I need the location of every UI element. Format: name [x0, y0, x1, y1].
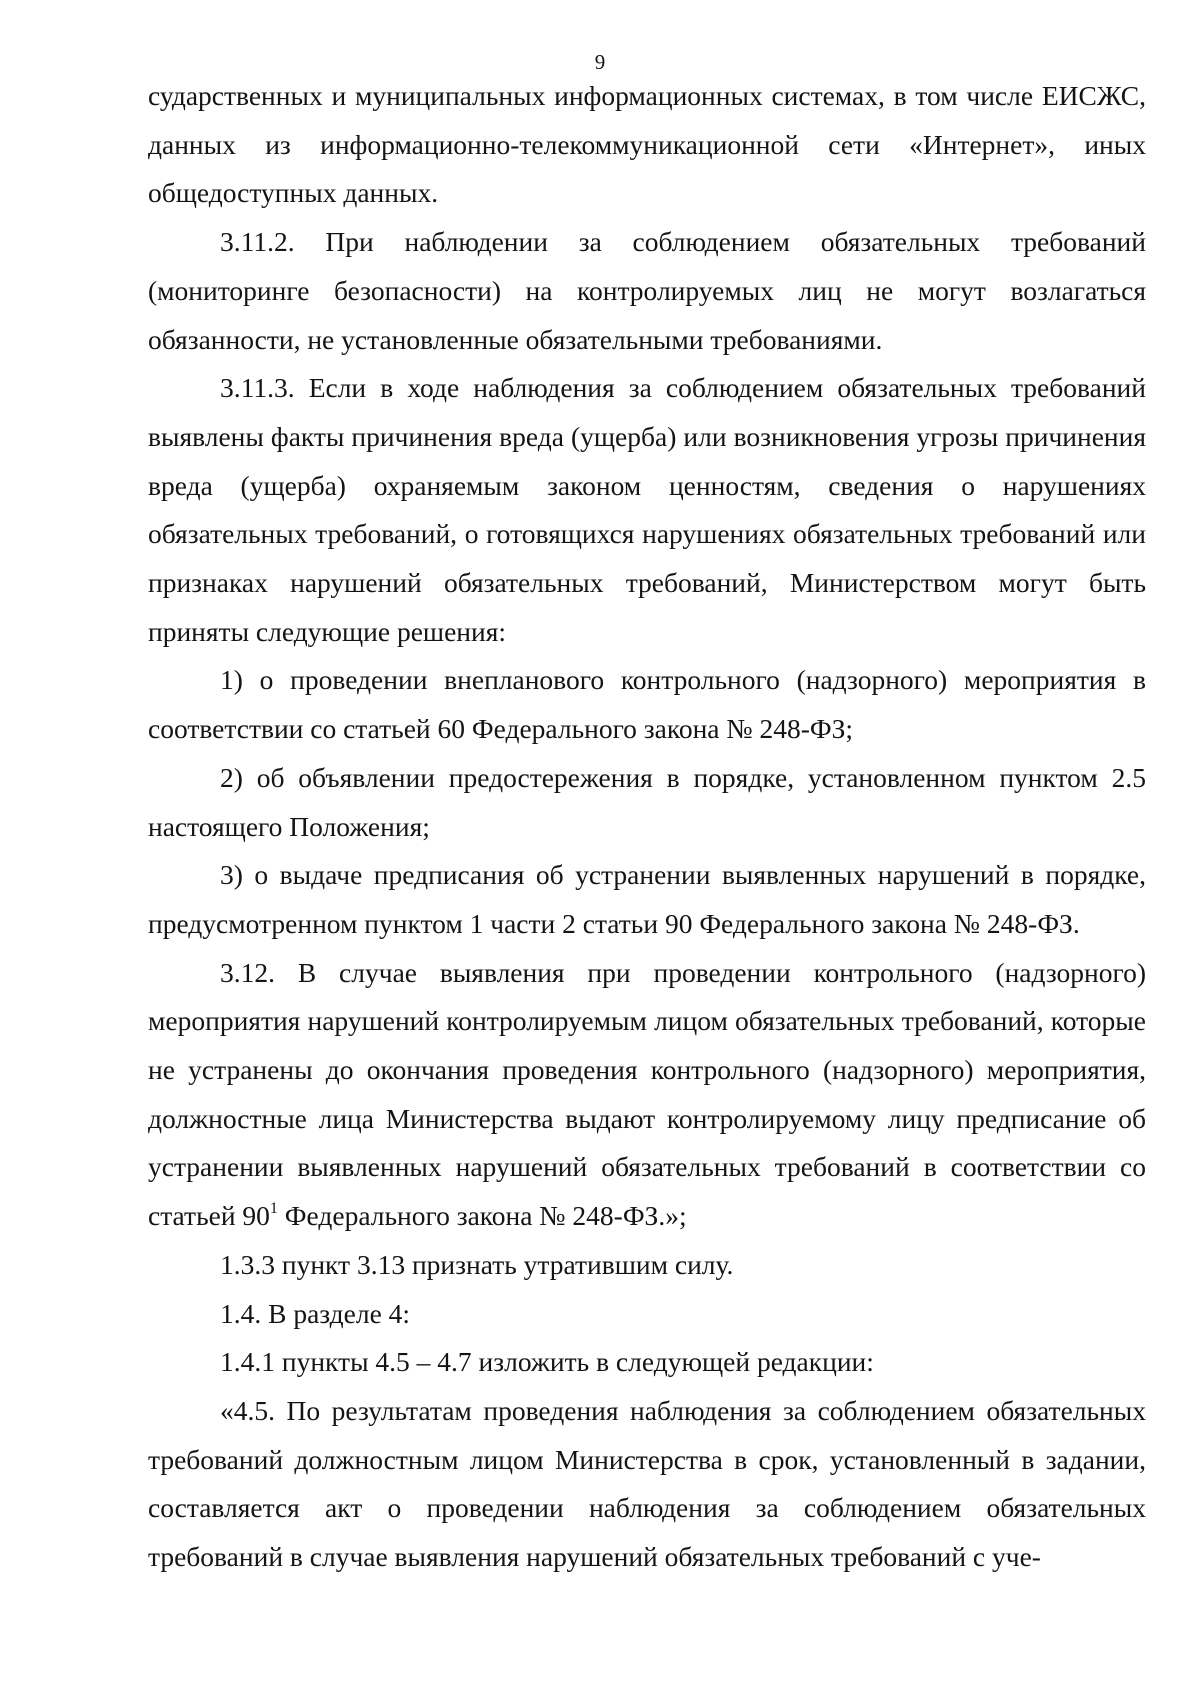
- paragraph-continuation: сударственных и муниципальных информационных системах, в том числе ЕИСЖС, данных из информационно-телекоммуникационной сети «Интернет», иных общедоступных данных.: [148, 80, 1146, 209]
- superscript-mark: 1: [269, 1200, 278, 1218]
- list-item-2: 2) об объявлении предостережения в порядке, установленном пунктом 2.5 настоящего Положения;: [148, 761, 1146, 842]
- list-item-1: 1) о проведении внепланового контрольного (надзорного) мероприятия в соответствии со статьей 60 Федерального закона № 248-ФЗ;: [148, 664, 1146, 745]
- paragraph-1-3-3: 1.3.3 пункт 3.13 признать утратившим силу.: [220, 1248, 734, 1280]
- document-body: [148, 72, 1146, 1582]
- paragraph-1-4: 1.4. В разделе 4:: [220, 1297, 411, 1329]
- paragraph-3-11-3: 3.11.3. Если в ходе наблюдения за соблюдением обязательных требований выявлены факты причинения вреда (ущерба) или возникновения угрозы причинения вреда (ущерба) охраняемым законом ценностям, сведения о нарушениях обязательных требований, о готовящихся нарушениях обязательных требований или признаках нарушений обязательных требований, Министерством могут быть приняты следующие решения:: [148, 372, 1146, 647]
- paragraph-4-5: «4.5. По результатам проведения наблюдения за соблюдением обязательных требований должностным лицом Министерства в срок, установленный в задании, составляется акт о проведении наблюдения за соблюдением обязательных требований в случае выявления нарушений обязательных требований с уче-: [148, 1394, 1146, 1573]
- paragraph-3-11-2: 3.11.2. При наблюдении за соблюдением обязательных требований (мониторинге безопасности) на контролируемых лиц не могут возлагаться обязанности, не установленные обязательными требованиями.: [148, 226, 1146, 355]
- page-number: 9: [594, 50, 606, 74]
- list-item-3: 3) о выдаче предписания об устранении выявленных нарушений в порядке, предусмотренном пунктом 1 части 2 статьи 90 Федерального закона № 248-ФЗ.: [148, 859, 1146, 939]
- paragraph-3-12-text: 3.12. В случае выявления при проведении контрольного (надзорного) мероприятия нарушений контролируемым лицом обязательных требований, которые не устранены до окончания проведения контрольного (надзорного) мероприятия, должностные лица Министерства выдают контролируемому лицу предписание об устранении выявленных нарушений обязательных требований в соответствии со статьей 90: [148, 956, 1146, 1232]
- paragraph-3-12-tail: Федерального закона № 248-ФЗ.»;: [277, 1200, 687, 1232]
- paragraph-3-12: [148, 949, 1146, 1241]
- paragraph-1-4-1: 1.4.1 пункты 4.5 – 4.7 изложить в следующей редакции:: [220, 1346, 874, 1378]
